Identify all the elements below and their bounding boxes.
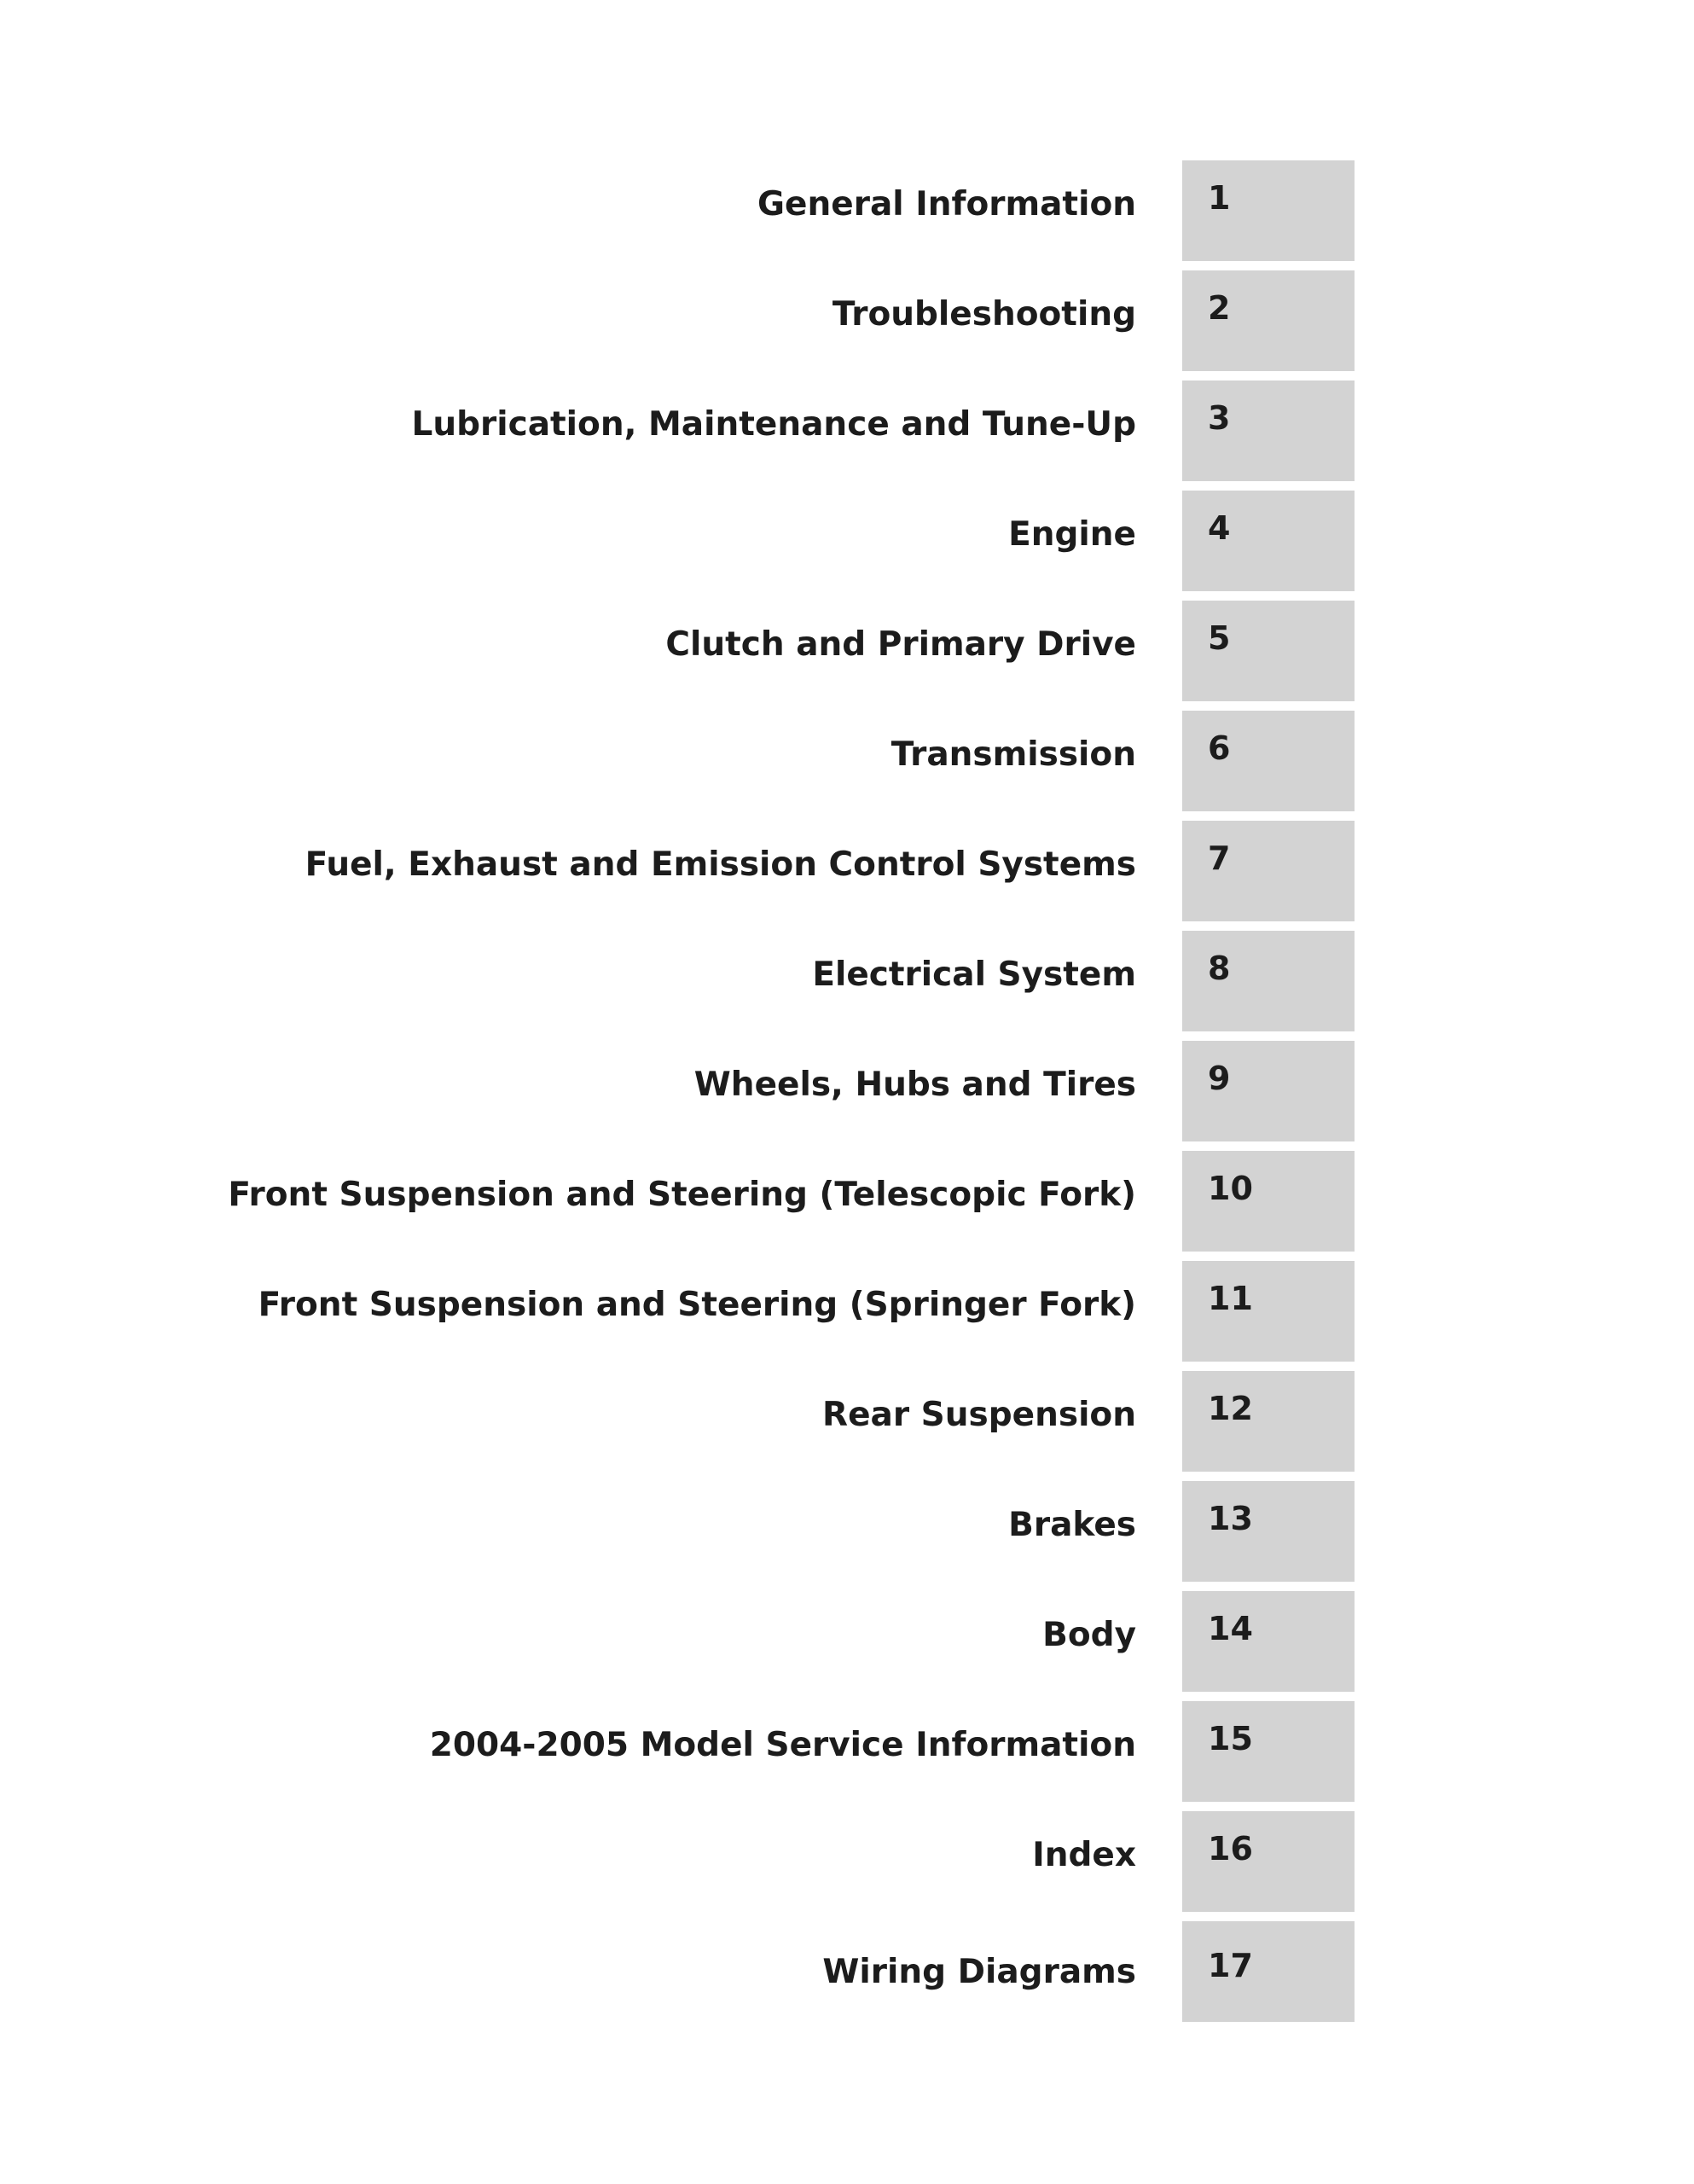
chapter-number: 10 [1208, 1170, 1253, 1207]
chapter-number: 9 [1208, 1060, 1231, 1097]
chapter-number: 16 [1208, 1830, 1253, 1867]
toc-entry-title: Brakes [1008, 1506, 1136, 1544]
chapter-tab[interactable] [1182, 1921, 1355, 2022]
chapter-tab[interactable] [1182, 821, 1355, 921]
chapter-number: 14 [1208, 1610, 1253, 1647]
toc-entry-title: Transmission [891, 735, 1136, 774]
toc-entry-general-information[interactable] [0, 160, 1694, 261]
toc-entry-model-service-information[interactable] [0, 1701, 1694, 1802]
toc-entry-title: Index [1032, 1836, 1136, 1874]
chapter-tab[interactable] [1182, 1591, 1355, 1692]
chapter-tab[interactable] [1182, 380, 1355, 481]
chapter-number: 4 [1208, 509, 1231, 547]
toc-entry-title: Front Suspension and Steering (Springer Fork) [258, 1286, 1136, 1324]
toc-entry-clutch-primary-drive[interactable] [0, 601, 1694, 701]
chapter-tab[interactable] [1182, 1261, 1355, 1362]
chapter-number: 11 [1208, 1280, 1253, 1317]
toc-entry-title: Wiring Diagrams [822, 1953, 1136, 1991]
chapter-tab[interactable] [1182, 491, 1355, 591]
chapter-number: 2 [1208, 289, 1231, 327]
toc-entry-troubleshooting[interactable] [0, 270, 1694, 371]
chapter-tab[interactable] [1182, 711, 1355, 811]
chapter-number: 15 [1208, 1720, 1253, 1757]
toc-entry-title: Front Suspension and Steering (Telescopic Fork) [228, 1176, 1136, 1214]
toc-entry-title: Lubrication, Maintenance and Tune-Up [411, 405, 1136, 444]
chapter-number: 1 [1208, 179, 1231, 217]
toc-entry-index[interactable] [0, 1811, 1694, 1912]
chapter-number: 12 [1208, 1390, 1253, 1427]
toc-entry-title: 2004-2005 Model Service Information [429, 1726, 1136, 1764]
chapter-number: 17 [1208, 1947, 1253, 1984]
toc-entry-title: Fuel, Exhaust and Emission Control Systems [305, 845, 1136, 884]
chapter-tab[interactable] [1182, 1041, 1355, 1141]
chapter-tab[interactable] [1182, 1481, 1355, 1582]
toc-entry-wheels-hubs-tires[interactable] [0, 1041, 1694, 1141]
toc-entry-rear-suspension[interactable] [0, 1371, 1694, 1472]
toc-entry-transmission[interactable] [0, 711, 1694, 811]
chapter-tab[interactable] [1182, 270, 1355, 371]
toc-entry-title: Rear Suspension [822, 1396, 1136, 1434]
chapter-number: 13 [1208, 1500, 1253, 1537]
toc-entry-title: General Information [757, 185, 1136, 224]
toc-entry-electrical-system[interactable] [0, 931, 1694, 1031]
toc-entry-lubrication-maintenance[interactable] [0, 380, 1694, 481]
chapter-tab[interactable] [1182, 160, 1355, 261]
toc-entry-wiring-diagrams[interactable] [0, 1921, 1694, 2022]
toc-entry-title: Electrical System [812, 956, 1136, 994]
chapter-number: 7 [1208, 839, 1231, 877]
chapter-number: 6 [1208, 729, 1231, 767]
toc-entry-fuel-exhaust-emission[interactable] [0, 821, 1694, 921]
chapter-tab[interactable] [1182, 1701, 1355, 1802]
chapter-tab[interactable] [1182, 1151, 1355, 1252]
chapter-tab[interactable] [1182, 601, 1355, 701]
chapter-number: 3 [1208, 399, 1231, 437]
chapter-tab[interactable] [1182, 1371, 1355, 1472]
chapter-tab[interactable] [1182, 1811, 1355, 1912]
chapter-number: 5 [1208, 619, 1231, 657]
toc-entry-title: Troubleshooting [832, 295, 1136, 334]
chapter-number: 8 [1208, 950, 1231, 987]
toc-entry-body[interactable] [0, 1591, 1694, 1692]
toc-entry-brakes[interactable] [0, 1481, 1694, 1582]
toc-entry-title: Engine [1008, 515, 1136, 554]
toc-entry-front-suspension-springer[interactable] [0, 1261, 1694, 1362]
toc-entry-title: Clutch and Primary Drive [665, 625, 1136, 664]
chapter-tab[interactable] [1182, 931, 1355, 1031]
toc-entry-title: Body [1042, 1616, 1136, 1654]
toc-entry-front-suspension-telescopic[interactable] [0, 1151, 1694, 1252]
toc-entry-title: Wheels, Hubs and Tires [693, 1066, 1136, 1104]
toc-entry-engine[interactable] [0, 491, 1694, 591]
